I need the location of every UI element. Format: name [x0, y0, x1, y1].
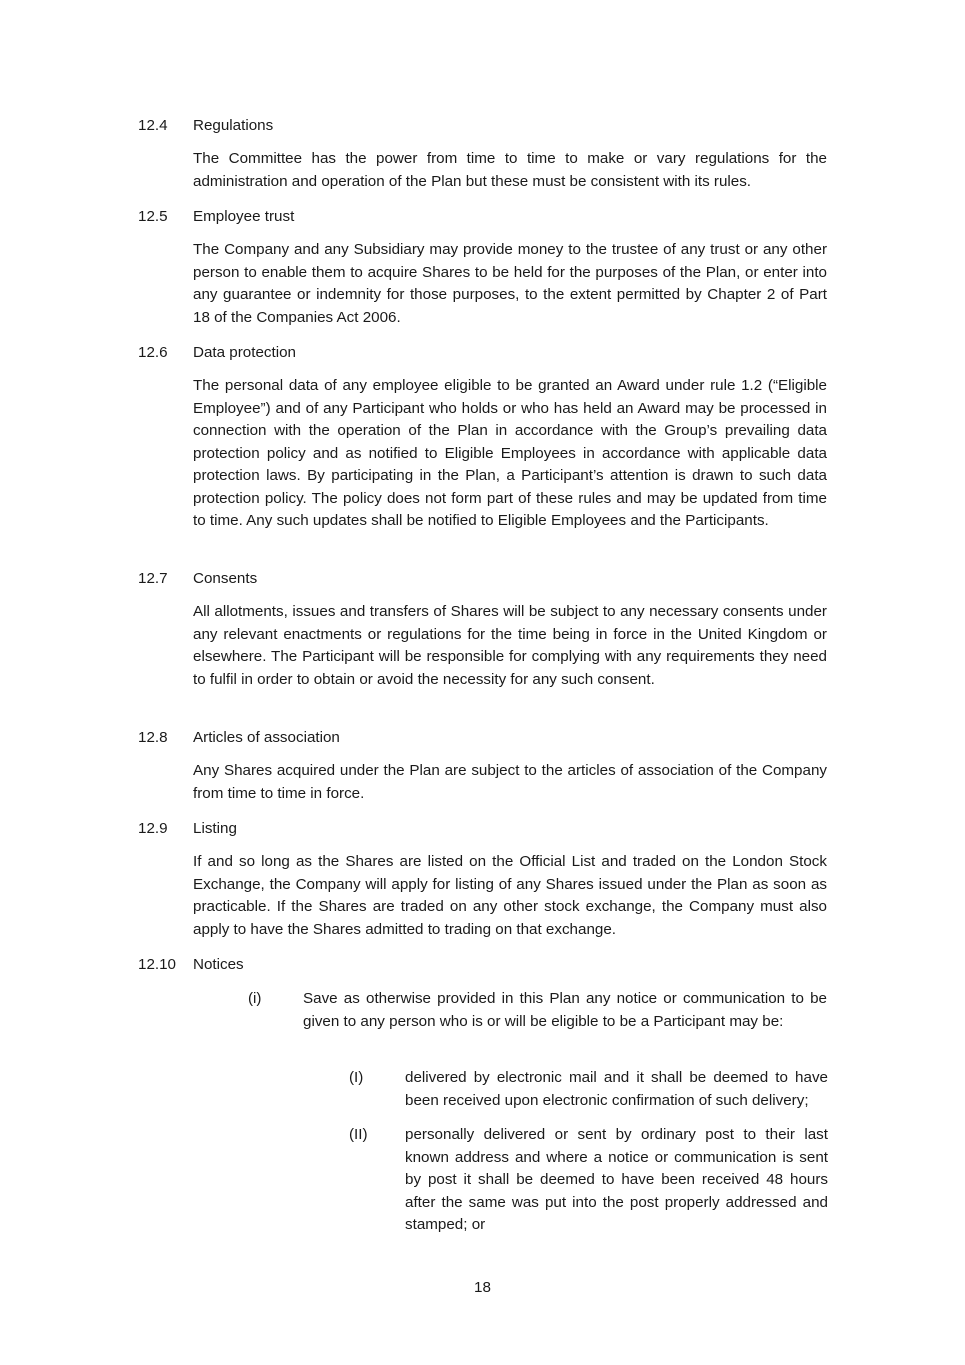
section-number: 12.4: [138, 117, 168, 134]
item-text: personally delivered or sent by ordinary post to their last known address and where a notice or communication is sent by post it shall be deemed to have been received 48 hours after the same was put into the post properly addressed and stamped; or: [405, 1126, 828, 1233]
item-label: (II): [349, 1126, 368, 1143]
section-heading: Data protection: [193, 344, 296, 361]
section-12-6: [138, 342, 828, 533]
section-heading: Notices: [193, 956, 244, 973]
section-number: 12.9: [138, 820, 168, 837]
item-text: Save as otherwise provided in this Plan any notice or communication to be given to any person who is or will be eligible to be a Participant may be:: [303, 990, 827, 1030]
section-heading: Listing: [193, 820, 237, 837]
section-heading: Employee trust: [193, 208, 295, 225]
section-paragraph: All allotments, issues and transfers of Shares will be subject to any necessary consents under any relevant enactments or regulations for the time being in force in the United Kingdom or elsewhere. The Participant will be responsible for complying with any requirements they need to fulfil in order to obtain or avoid the necessity for any such consent.: [193, 603, 827, 688]
item-text: delivered by electronic mail and it shall be deemed to have been received upon electronic confirmation of such delivery;: [405, 1069, 828, 1109]
section-12-9: [138, 818, 828, 941]
item-label: (i): [248, 990, 262, 1007]
section-12-10: [138, 954, 828, 976]
section-heading: Articles of association: [193, 729, 340, 746]
section-12-4: [138, 115, 828, 193]
section-paragraph: Any Shares acquired under the Plan are subject to the articles of association of the Company from time to time in force.: [193, 762, 827, 802]
section-paragraph: The Committee has the power from time to time to make or vary regulations for the administration and operation of the Plan but these must be consistent with its rules.: [193, 150, 827, 190]
section-number: 12.10: [138, 956, 177, 973]
section-number: 12.6: [138, 344, 168, 361]
notice-item-i: [248, 988, 828, 1033]
page-number: 18: [474, 1279, 491, 1296]
section-paragraph: The personal data of any employee eligible to be granted an Award under rule 1.2 (“Eligible Employee”) and of any Participant who holds or who has held an Award may be processed in connection with the operation of the Plan in accordance with the Group’s prevailing data protection policy and as notified to Eligible Employees in accordance with applicable data protection laws. By participating in the Plan, a Participant’s attention is drawn to such data protection policy. The policy does not form part of these rules and may be updated from time to time. Any such updates shall be notified to Eligible Employees and the Participants.: [193, 377, 827, 529]
section-number: 12.5: [138, 208, 168, 225]
section-12-5: [138, 206, 828, 329]
section-heading: Consents: [193, 570, 258, 587]
section-paragraph: If and so long as the Shares are listed on the Official List and traded on the London Stock Exchange, the Company will apply for listing of any Shares issued under the Plan as soon as practicable. If the Shares are traded on any other stock exchange, the Company must also apply to have the Shares admitted to trading on that exchange.: [193, 853, 827, 938]
section-paragraph: The Company and any Subsidiary may provide money to the trustee of any trust or any other person to enable them to acquire Shares to be held for the purposes of the Plan, or enter into any guarantee or indemnity for those purposes, to the extent permitted by Chapter 2 of Part 18 of the Companies Act 2006.: [193, 241, 827, 326]
section-number: 12.8: [138, 729, 168, 746]
item-label: (I): [349, 1069, 364, 1086]
notice-subitem-I: [349, 1067, 828, 1112]
section-heading: Regulations: [193, 117, 274, 134]
notice-subitem-II: [349, 1124, 828, 1237]
section-12-8: [138, 727, 828, 805]
section-12-7: [138, 568, 828, 691]
section-number: 12.7: [138, 570, 168, 587]
